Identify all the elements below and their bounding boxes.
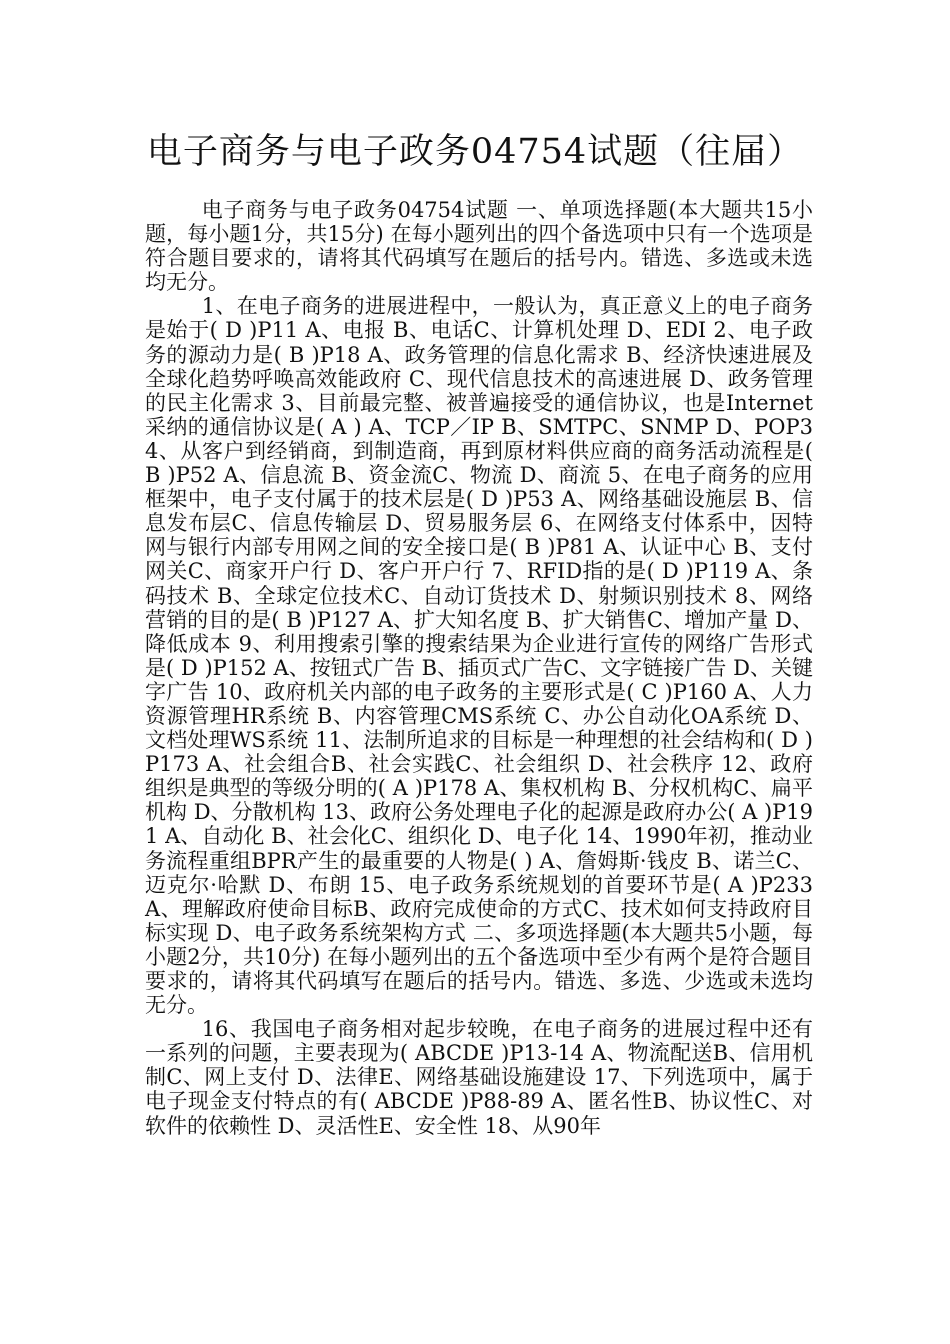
document-title: 电子商务与电子政务04754试题（往届）	[146, 132, 804, 172]
intro-paragraph: 电子商务与电子政务04754试题 一、单项选择题(本大题共15小题，每小题1分，共15分) 在每小题列出的四个备选项中只有一个选项是符合题目要求的，请将其代码填写在题后的括号内。错选、多选或未选均无分。	[145, 198, 813, 295]
document-body	[145, 198, 813, 1138]
multi-choice-paragraph: 16、我国电子商务相对起步较晚，在电子商务的进展过程中还有一系列的问题，主要表现为( ABCDE )P13-14 A、物流配送B、信用机制C、网上支付 D、法律E、网络基础设施建设 17、下列选项中，属于电子现金支付特点的有( ABCDE )P88-89 A、匿名性B、协议性C、对软件的依赖性 D、灵活性E、安全性 18、从90年	[145, 1017, 813, 1138]
single-choice-paragraph: 1、在电子商务的进展进程中，一般认为，真正意义上的电子商务是始于( D )P11 A、电报 B、电话C、计算机处理 D、EDI 2、电子政务的源动力是( B )P18 A、政务管理的信息化需求 B、经济快速进展及全球化趋势呼唤高效能政府 C、现代信息技术的高速进展 D、政务管理的民主化需求 3、目前最完整、被普遍接受的通信协议，也是Internet采纳的通信协议是( A ) A、TCP／IP B、SMTPC、SNMP D、POP3 4、从客户到经销商，到制造商，再到原材料供应商的商务活动流程是( B )P52 A、信息流 B、资金流C、物流 D、商流 5、在电子商务的应用框架中，电子支付属于的技术层是( D )P53 A、网络基础设施层 B、信息发布层C、信息传输层 D、贸易服务层 6、在网络支付体系中，因特网与银行内部专用网之间的安全接口是( B )P81 A、认证中心 B、支付网关C、商家开户行 D、客户开户行 7、RFID指的是( D )P119 A、条码技术 B、全球定位技术C、自动订货技术 D、射频识别技术 8、网络营销的目的是( B )P127 A、扩大知名度 B、扩大销售C、增加产量 D、降低成本 9、利用搜索引擎的搜索结果为企业进行宣传的网络广告形式是( D )P152 A、按钮式广告 B、插页式广告C、文字链接广告 D、关键字广告 10、政府机关内部的电子政务的主要形式是( C )P160 A、人力资源管理HR系统 B、内容管理CMS系统 C、办公自动化OA系统 D、文档处理WS系统 11、法制所追求的目标是一种理想的社会结构和( D )P173 A、社会组合B、社会实践C、社会组织 D、社会秩序 12、政府组织是典型的等级分明的( A )P178 A、集权机构 B、分权机构C、扁平机构 D、分散机构 13、政府公务处理电子化的起源是政府办公( A )P191 A、自动化 B、社会化C、组织化 D、电子化 14、1990年初，推动业务流程重组BPR产生的最重要的人物是( ) A、詹姆斯·钱皮 B、诺兰C、迈克尔·哈默 D、布朗 15、电子政务系统规划的首要环节是( A )P233 A、理解政府使命目标B、政府完成使命的方式C、技术如何支持政府目标实现 D、电子政务系统架构方式 二、多项选择题(本大题共5小题，每小题2分，共10分) 在每小题列出的五个备选项中至少有两个是符合题目要求的，请将其代码填写在题后的括号内。错选、多选、少选或未选均无分。	[145, 294, 813, 1018]
